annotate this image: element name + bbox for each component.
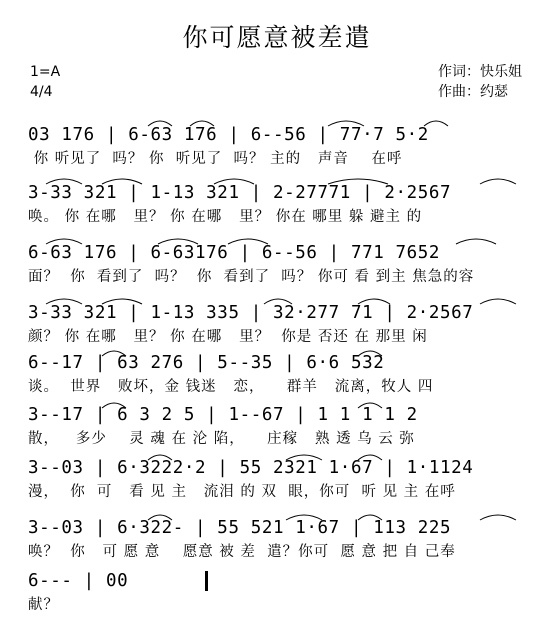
lyric-line: 散， 多少 灵 魂 在 沦 陷， 庄稼 熟 透 乌 云 弥 — [28, 431, 415, 447]
notation-line: 3--03 | 6·3222·2 | 55 2321 1·67 | 1·1124 — [28, 458, 474, 478]
score-system-7 — [28, 455, 528, 503]
score-system-6 — [28, 402, 528, 450]
time-signature: 4/4 — [30, 84, 53, 100]
score-system-4 — [28, 300, 528, 348]
notation-line: 6-63 176 | 6-63176 | 6--56 | 771 7652 — [28, 243, 441, 263]
key-signature: 1=A — [30, 64, 61, 80]
score-system-3 — [28, 240, 528, 288]
lyric-line: 漫， 你 可 看 见 主 流泪 的 双 眼，你可 听 见 主 在呼 — [28, 484, 456, 500]
lyric-line: 献？ — [28, 597, 59, 613]
score-system-9 — [28, 568, 528, 616]
final-barline — [205, 571, 208, 591]
lyric-line: 你 听见了 吗？ 你 听见了 吗？ 主的 声音 在呼 — [28, 151, 403, 167]
score-system-2 — [28, 180, 528, 228]
notation-line: 6--- | 00 — [28, 571, 129, 591]
lyric-line: 颜？ 你 在哪 里？ 你 在哪 里？ 你是 否还 在 那里 闲 — [28, 329, 428, 345]
notation-line: 03 176 | 6-63 176 | 6--56 | 77·7 5·2 — [28, 125, 429, 145]
lyric-line: 谈。 世界 败坏，金 钱迷 恋， 群羊 流离，牧人 四 — [28, 379, 434, 395]
lyricist: 作词：快乐姐 — [438, 64, 522, 80]
notation-line: 3-33 321 | 1-13 321 | 2-27771 | 2·2567 — [28, 183, 452, 203]
score-system-8 — [28, 515, 528, 563]
composer: 作曲：约瑟 — [438, 84, 508, 100]
notation-line: 3--17 | 6 3 2 5 | 1--67 | 1 1 1 1 2 — [28, 405, 418, 425]
score-system-1 — [28, 122, 528, 170]
lyric-line: 面？ 你 看到了 吗？ 你 看到了 吗？ 你可 看 到主 焦急的容 — [28, 269, 475, 285]
notation-line: 3--03 | 6·322- | 55 521 1·67 | 113 225 — [28, 518, 452, 538]
lyric-line: 唤？ 你 可 愿 意 愿意 被 差 遣？你可 愿 意 把 自 己奉 — [28, 544, 456, 560]
notation-line: 3-33 321 | 1-13 335 | 32·277 71 | 2·2567 — [28, 303, 474, 323]
song-title: 你可愿意被差遣 — [182, 23, 372, 52]
score-system-5 — [28, 350, 528, 398]
credits — [438, 62, 522, 102]
notation-line: 6--17 | 63 276 | 5--35 | 6·6 532 — [28, 353, 385, 373]
key-and-time — [30, 62, 60, 102]
lyric-line: 唤。 你 在哪 里？ 你 在哪 里？ 你在 哪里 躲 避主 的 — [28, 209, 423, 225]
